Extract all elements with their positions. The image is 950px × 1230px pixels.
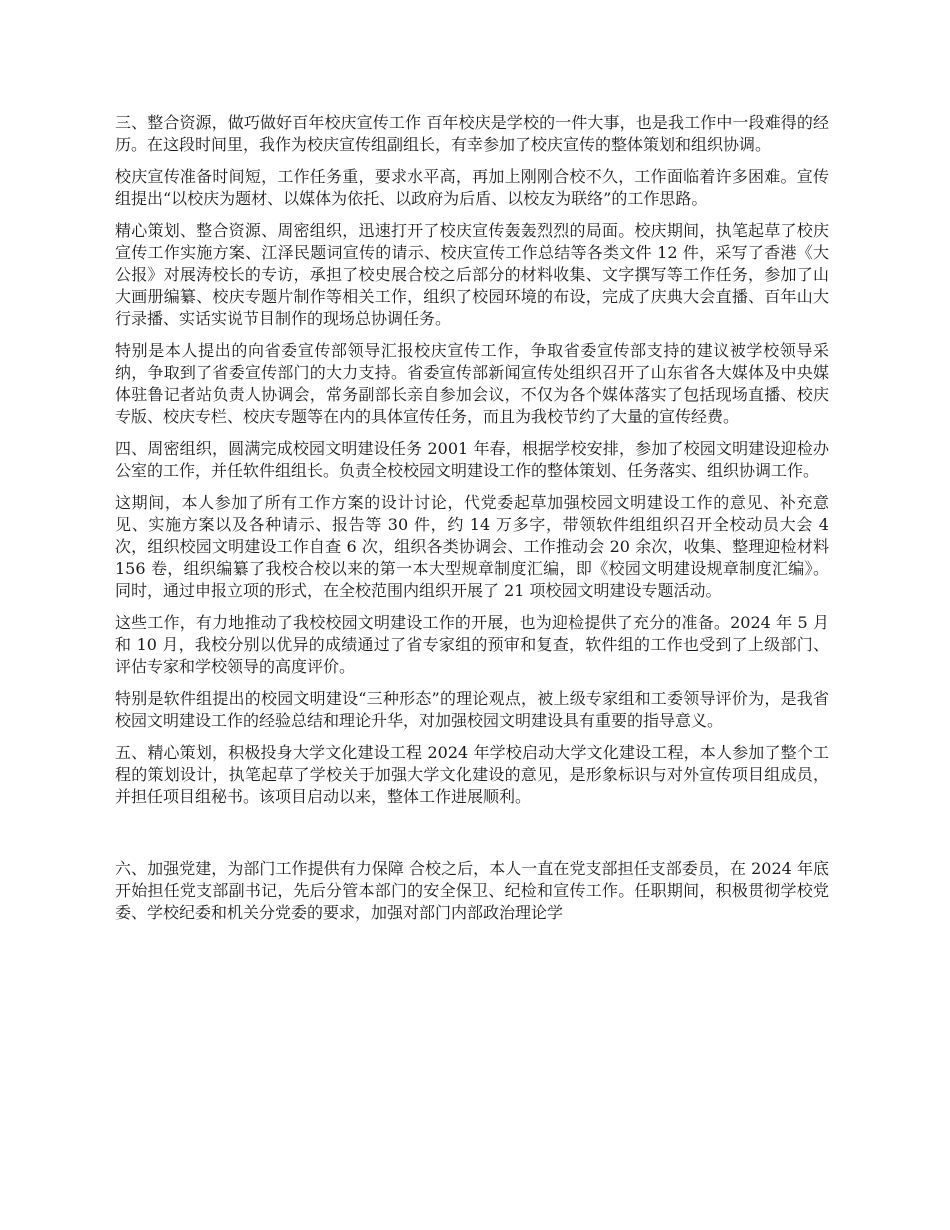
paragraph-campus-civilization-task: 四、周密组织，圆满完成校园文明建设任务 2001 年春，根据学校安排，参加了校园文明建设迎检办公室的工作，并任软件组组长。负责全校校园文明建设工作的整体策划、任务落实、组织协调工作。 xyxy=(115,439,829,480)
paragraph-civilization-work-details: 这期间，本人参加了所有工作方案的设计讨论，代党委起草加强校园文明建设工作的意见、补充意见、实施方案以及各种请示、报告等 30 件，约 14 万多字，带领软件组组织召开全校动员大会 4 次，组织校园文明建设工作自查 6 次，组织各类协调会、工作推动会 20 余次，收集、整理迎检材料 156 卷，组织编纂了我校合校以来的第一本大型规章制度汇编，即《校园文明建设规章制度汇编》。同时，通过申报立项的形式，在全校范围内组织开展了 21 项校园文明建设专题活动。 xyxy=(115,493,829,600)
paragraph-publicity-approach: 校庆宣传准备时间短，工作任务重，要求水平高，再加上刚刚合校不久，工作面临着许多困难。宣传组提出“以校庆为题材、以媒体为依托、以政府为后盾、以校友为联络”的工作思路。 xyxy=(115,167,829,208)
paragraph-planning-and-documents: 精心策划、整合资源、周密组织，迅速打开了校庆宣传轰轰烈烈的局面。校庆期间，执笔起草了校庆宣传工作实施方案、江泽民题词宣传的请示、校庆宣传工作总结等各类文件 12 件，采写了香港《大公报》对展涛校长的专访，承担了校史展合校之后部分的材料收集、文字撰写等工作任务，参加了山大画册编纂、校庆专题片制作等相关工作，组织了校园环境的布设，完成了庆典大会直播、百年山大行录播、实话实说节目制作的现场总协调任务。 xyxy=(115,221,829,328)
paragraph-university-culture-project: 五、精心策划，积极投身大学文化建设工程 2024 年学校启动大学文化建设工程，本人参加了整个工程的策划设计，执笔起草了学校关于加强大学文化建设的意见，是形象标识与对外宣传项目组成员，并担任项目组秘书。该项目启动以来，整体工作进展顺利。 xyxy=(115,743,829,806)
paragraph-campus-anniversary-publicity: 三、整合资源，做巧做好百年校庆宣传工作 百年校庆是学校的一件大事，也是我工作中一段难得的经历。在这段时间里，我作为校庆宣传组副组长，有幸参加了校庆宣传的整体策划和组织协调。 xyxy=(115,113,829,154)
document-body xyxy=(115,112,829,934)
paragraph-provincial-support: 特别是本人提出的向省委宣传部领导汇报校庆宣传工作，争取省委宣传部支持的建议被学校领导采纳，争取到了省委宣传部门的大力支持。省委宣传部新闻宣传处组织召开了山东省各大媒体及中央媒体驻鲁记者站负责人协调会，常务副部长亲自参加会议，不仅为各个媒体落实了包括现场直播、校庆专版、校庆专栏、校庆专题等在内的具体宣传任务，而且为我校节约了大量的宣传经费。 xyxy=(115,341,829,426)
paragraph-gap xyxy=(115,818,829,858)
paragraph-three-forms-theory: 特别是软件组提出的校园文明建设“三种形态”的理论观点，被上级专家组和工委领导评价为，是我省校园文明建设工作的经验总结和理论升华，对加强校园文明建设具有重要的指导意义。 xyxy=(115,689,829,730)
paragraph-inspection-results: 这些工作，有力地推动了我校校园文明建设工作的开展，也为迎检提供了充分的准备。2024 年 5 月和 10 月，我校分别以优异的成绩通过了省专家组的预审和复查，软件组的工作也受到了上级部门、评估专家和学校领导的高度评价。 xyxy=(115,613,829,676)
paragraph-party-building: 六、加强党建，为部门工作提供有力保障 合校之后，本人一直在党支部担任支部委员，在 2024 年底开始担任党支部副书记，先后分管本部门的安全保卫、纪检和宣传工作。任职期间，积极贯彻学校党委、学校纪委和机关分党委的要求，加强对部门内部政治理论学 xyxy=(115,859,829,922)
